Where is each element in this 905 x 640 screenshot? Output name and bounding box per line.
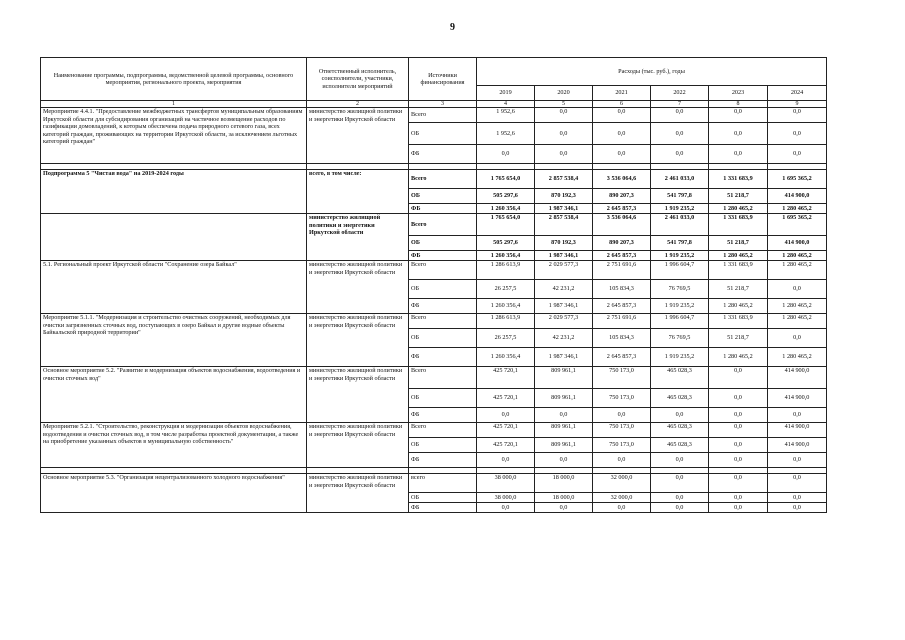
cell-value: 2 029 577,3 (535, 261, 593, 280)
row-responsible: министерство жилищной политики и энергетики Иркутской области (307, 261, 409, 314)
row-name: Мероприятие 5.1.1. "Модернизация и строительство очистных сооружений, необходимых для очистки загрязненных сточных вод, поступающих в озеро Байкал и другие водные объекты Байкальской природной территории" (41, 314, 307, 367)
cell-value: 18 000,0 (535, 493, 593, 503)
budget-table-wrap (40, 57, 826, 513)
cell-value: 505 297,6 (477, 189, 535, 204)
cell-value: 0,0 (709, 453, 768, 468)
column-number: 7 (651, 101, 709, 108)
cell-value: 414 900,0 (768, 236, 827, 251)
cell-value: 1 260 356,4 (477, 348, 535, 367)
cell-value: 0,0 (593, 408, 651, 423)
cell-value: 425 720,1 (477, 367, 535, 389)
table-row (41, 170, 827, 189)
row-name: Основное мероприятие 5.2. "Развитие и модернизация объектов водоснабжения, водоотведения и очистки сточных вод" (41, 367, 307, 423)
cell-value: 2 857 538,4 (535, 170, 593, 189)
row-source: Всего (409, 261, 477, 280)
cell-value: 18 000,0 (535, 474, 593, 493)
header-year: 2020 (535, 86, 593, 101)
row-responsible: министерство жилищной политики и энергетики Иркутской области (307, 314, 409, 367)
cell-value: 51 218,7 (709, 189, 768, 204)
cell-value: 2 461 033,0 (651, 170, 709, 189)
row-responsible: министерство жилищной политики и энергетики Иркутской области (307, 423, 409, 468)
cell-value: 0,0 (593, 503, 651, 513)
row-source: Всего (409, 170, 477, 189)
row-source: ФБ (409, 299, 477, 314)
cell-value: 1 331 683,9 (709, 261, 768, 280)
cell-value: 414 900,0 (768, 389, 827, 408)
cell-value: 870 192,3 (535, 189, 593, 204)
table-row (41, 367, 827, 389)
cell-value: 1 280 465,2 (768, 299, 827, 314)
cell-value: 0,0 (709, 493, 768, 503)
cell-value: 1 996 604,7 (651, 314, 709, 329)
cell-value: 0,0 (535, 108, 593, 123)
cell-value: 750 173,0 (593, 389, 651, 408)
cell-value: 0,0 (768, 408, 827, 423)
cell-value: 1 331 683,9 (709, 214, 768, 236)
row-responsible: министерство жилищной политики и энергетики Иркутской области (307, 108, 409, 164)
cell-value: 1 260 356,4 (477, 299, 535, 314)
cell-value: 38 000,0 (477, 493, 535, 503)
cell-value: 0,0 (768, 280, 827, 299)
cell-value: 105 834,3 (593, 329, 651, 348)
cell-value: 0,0 (535, 503, 593, 513)
cell-value: 76 769,5 (651, 329, 709, 348)
cell-value: 541 797,8 (651, 236, 709, 251)
cell-value: 2 645 857,3 (593, 204, 651, 214)
cell-value: 0,0 (477, 453, 535, 468)
row-name: 5.1. Региональный проект Иркутской области "Сохранение озера Байкал" (41, 261, 307, 314)
cell-value: 0,0 (768, 123, 827, 145)
cell-value: 0,0 (593, 453, 651, 468)
cell-value: 541 797,8 (651, 189, 709, 204)
column-number: 1 (41, 101, 307, 108)
cell-value: 2 751 691,6 (593, 261, 651, 280)
cell-value: 42 231,2 (535, 329, 593, 348)
cell-value: 26 257,5 (477, 329, 535, 348)
cell-value: 1 331 683,9 (709, 170, 768, 189)
row-source: ОБ (409, 189, 477, 204)
row-source: ОБ (409, 123, 477, 145)
cell-value: 51 218,7 (709, 280, 768, 299)
row-source: Всего (409, 108, 477, 123)
cell-value: 1 919 235,2 (651, 348, 709, 367)
cell-value: 809 961,1 (535, 389, 593, 408)
cell-value: 425 720,1 (477, 423, 535, 438)
cell-value: 2 751 691,6 (593, 314, 651, 329)
row-source: ФБ (409, 408, 477, 423)
row-name: Подпрограмма 5 "Чистая вода" на 2019-2024 годы (41, 170, 307, 214)
column-number: 5 (535, 101, 593, 108)
cell-value: 0,0 (477, 145, 535, 164)
cell-value: 1 952,6 (477, 108, 535, 123)
cell-value: 2 645 857,3 (593, 348, 651, 367)
cell-value: 0,0 (535, 408, 593, 423)
cell-value: 26 257,5 (477, 280, 535, 299)
cell-value: 32 000,0 (593, 474, 651, 493)
cell-value: 0,0 (709, 408, 768, 423)
row-source: ФБ (409, 145, 477, 164)
cell-value: 1 987 346,1 (535, 204, 593, 214)
cell-value: 1 280 465,2 (709, 299, 768, 314)
cell-value: 3 536 064,6 (593, 170, 651, 189)
cell-value: 0,0 (768, 493, 827, 503)
cell-value: 890 207,3 (593, 189, 651, 204)
header-year: 2021 (593, 86, 651, 101)
cell-value: 2 857 538,4 (535, 214, 593, 236)
cell-value: 1 280 465,2 (709, 251, 768, 261)
row-source: ОБ (409, 389, 477, 408)
cell-value: 1 280 465,2 (768, 204, 827, 214)
cell-value: 51 218,7 (709, 329, 768, 348)
cell-value: 1 286 613,9 (477, 261, 535, 280)
cell-value: 2 029 577,3 (535, 314, 593, 329)
column-number: 9 (768, 101, 827, 108)
cell-value: 0,0 (709, 389, 768, 408)
row-source: ОБ (409, 236, 477, 251)
cell-value: 414 900,0 (768, 367, 827, 389)
row-source: ОБ (409, 493, 477, 503)
table-row (41, 214, 827, 236)
cell-value: 0,0 (651, 145, 709, 164)
cell-value: 809 961,1 (535, 438, 593, 453)
cell-value: 1 260 356,4 (477, 251, 535, 261)
cell-value: 0,0 (651, 474, 709, 493)
row-name: Основное мероприятие 5.3. "Организация нецентрализованного холодного водоснабжения" (41, 474, 307, 513)
cell-value: 0,0 (651, 503, 709, 513)
cell-value: 465 028,3 (651, 423, 709, 438)
cell-value: 0,0 (651, 123, 709, 145)
page-number: 9 (450, 22, 455, 33)
cell-value: 76 769,5 (651, 280, 709, 299)
cell-value: 1 996 604,7 (651, 261, 709, 280)
cell-value: 505 297,6 (477, 236, 535, 251)
cell-value: 1 952,6 (477, 123, 535, 145)
cell-value: 1 280 465,2 (709, 204, 768, 214)
header-name-column: Наименование программы, подпрограммы, ведомственной целевой программы, основного мероприятия, регионального проекта, мероприятия (41, 58, 307, 101)
cell-value: 1 765 654,0 (477, 170, 535, 189)
header-year: 2024 (768, 86, 827, 101)
row-responsible: всего, в том числе: (307, 170, 409, 214)
cell-value: 0,0 (768, 145, 827, 164)
header-expenses-column: Расходы (тыс. руб.), годы (477, 58, 827, 86)
cell-value: 0,0 (535, 123, 593, 145)
cell-value: 0,0 (709, 108, 768, 123)
cell-value: 1 987 346,1 (535, 251, 593, 261)
cell-value: 1 331 683,9 (709, 314, 768, 329)
cell-value: 870 192,3 (535, 236, 593, 251)
table-row (41, 261, 827, 280)
cell-value: 0,0 (593, 108, 651, 123)
row-source: ОБ (409, 329, 477, 348)
table-row (41, 423, 827, 438)
column-number: 2 (307, 101, 409, 108)
row-responsible: министерство жилищной политики и энергетики Иркутской области (307, 474, 409, 513)
cell-value: 2 645 857,3 (593, 251, 651, 261)
cell-value: 425 720,1 (477, 389, 535, 408)
cell-value: 0,0 (651, 408, 709, 423)
cell-value: 105 834,3 (593, 280, 651, 299)
cell-value: 890 207,3 (593, 236, 651, 251)
table-row (41, 314, 827, 329)
cell-value: 0,0 (535, 145, 593, 164)
row-source: всего (409, 474, 477, 493)
budget-table (40, 57, 827, 513)
cell-value: 42 231,2 (535, 280, 593, 299)
cell-value: 414 900,0 (768, 438, 827, 453)
cell-value: 0,0 (768, 329, 827, 348)
cell-value: 0,0 (768, 453, 827, 468)
cell-value: 0,0 (593, 123, 651, 145)
row-source: ФБ (409, 503, 477, 513)
cell-value: 51 218,7 (709, 236, 768, 251)
cell-value: 1 695 365,2 (768, 170, 827, 189)
cell-value: 465 028,3 (651, 438, 709, 453)
cell-value: 32 000,0 (593, 493, 651, 503)
cell-value: 0,0 (768, 474, 827, 493)
cell-value: 0,0 (477, 503, 535, 513)
cell-value: 1 919 235,2 (651, 251, 709, 261)
column-number: 4 (477, 101, 535, 108)
cell-value: 0,0 (709, 123, 768, 145)
header-source-column: Источники финансирования (409, 58, 477, 101)
row-source: ОБ (409, 280, 477, 299)
cell-value: 0,0 (709, 438, 768, 453)
header-responsible-column: Ответственный исполнитель, соисполнители, участники, исполнители мероприятий (307, 58, 409, 101)
cell-value: 1 260 356,4 (477, 204, 535, 214)
cell-value: 1 919 235,2 (651, 299, 709, 314)
row-name: Мероприятие 4.4.1. "Предоставление межбюджетных трансфертов муниципальным образованиям Иркутской области для субсидирования организаций на частичное возмещение расходов по газификации домовладений, к которым обеспечена подача природного сетевого газа, всех категорий граждан, проживающих на территории Иркутской области, за исключением льготных категорий граждан" (41, 108, 307, 164)
cell-value: 0,0 (768, 108, 827, 123)
cell-value: 0,0 (709, 503, 768, 513)
cell-value: 0,0 (709, 145, 768, 164)
header-year: 2023 (709, 86, 768, 101)
cell-value: 1 987 346,1 (535, 348, 593, 367)
row-responsible: министерство жилищной политики и энергетики Иркутской области (307, 214, 409, 261)
cell-value: 1 280 465,2 (768, 348, 827, 367)
cell-value: 0,0 (651, 493, 709, 503)
table-row (41, 108, 827, 123)
cell-value: 750 173,0 (593, 367, 651, 389)
cell-value: 0,0 (768, 503, 827, 513)
row-name: Мероприятие 5.2.1. "Строительство, реконструкция и модернизация объектов водоснабжения, водоотведения и очистки сточных вод, в том числе разработка проектной документации, а также на приобретение указанных объектов в муниципальную собственность" (41, 423, 307, 468)
cell-value: 1 765 654,0 (477, 214, 535, 236)
row-name-empty (41, 214, 307, 261)
table-row (41, 474, 827, 493)
cell-value: 1 280 465,2 (709, 348, 768, 367)
cell-value: 414 900,0 (768, 423, 827, 438)
cell-value: 0,0 (477, 408, 535, 423)
header-year: 2022 (651, 86, 709, 101)
cell-value: 2 461 033,0 (651, 214, 709, 236)
cell-value: 1 695 365,2 (768, 214, 827, 236)
cell-value: 809 961,1 (535, 367, 593, 389)
cell-value: 1 280 465,2 (768, 314, 827, 329)
cell-value: 0,0 (709, 367, 768, 389)
row-source: ФБ (409, 204, 477, 214)
cell-value: 1 987 346,1 (535, 299, 593, 314)
cell-value: 0,0 (709, 423, 768, 438)
cell-value: 414 900,0 (768, 189, 827, 204)
row-source: Всего (409, 423, 477, 438)
column-number: 6 (593, 101, 651, 108)
cell-value: 3 536 064,6 (593, 214, 651, 236)
cell-value: 0,0 (535, 453, 593, 468)
row-source: ФБ (409, 348, 477, 367)
cell-value: 750 173,0 (593, 423, 651, 438)
column-number: 8 (709, 101, 768, 108)
cell-value: 1 280 465,2 (768, 261, 827, 280)
row-source: Всего (409, 314, 477, 329)
cell-value: 425 720,1 (477, 438, 535, 453)
cell-value: 465 028,3 (651, 367, 709, 389)
row-source: ФБ (409, 251, 477, 261)
cell-value: 1 280 465,2 (768, 251, 827, 261)
cell-value: 0,0 (651, 108, 709, 123)
column-number: 3 (409, 101, 477, 108)
row-source: ФБ (409, 453, 477, 468)
row-source: ОБ (409, 438, 477, 453)
cell-value: 0,0 (709, 474, 768, 493)
cell-value: 1 286 613,9 (477, 314, 535, 329)
row-source: Всего (409, 214, 477, 236)
cell-value: 809 961,1 (535, 423, 593, 438)
cell-value: 0,0 (593, 145, 651, 164)
cell-value: 38 000,0 (477, 474, 535, 493)
header-year: 2019 (477, 86, 535, 101)
cell-value: 465 028,3 (651, 389, 709, 408)
cell-value: 0,0 (651, 453, 709, 468)
cell-value: 2 645 857,3 (593, 299, 651, 314)
row-source: Всего (409, 367, 477, 389)
cell-value: 750 173,0 (593, 438, 651, 453)
row-responsible: министерство жилищной политики и энергетики Иркутской области (307, 367, 409, 423)
cell-value: 1 919 235,2 (651, 204, 709, 214)
